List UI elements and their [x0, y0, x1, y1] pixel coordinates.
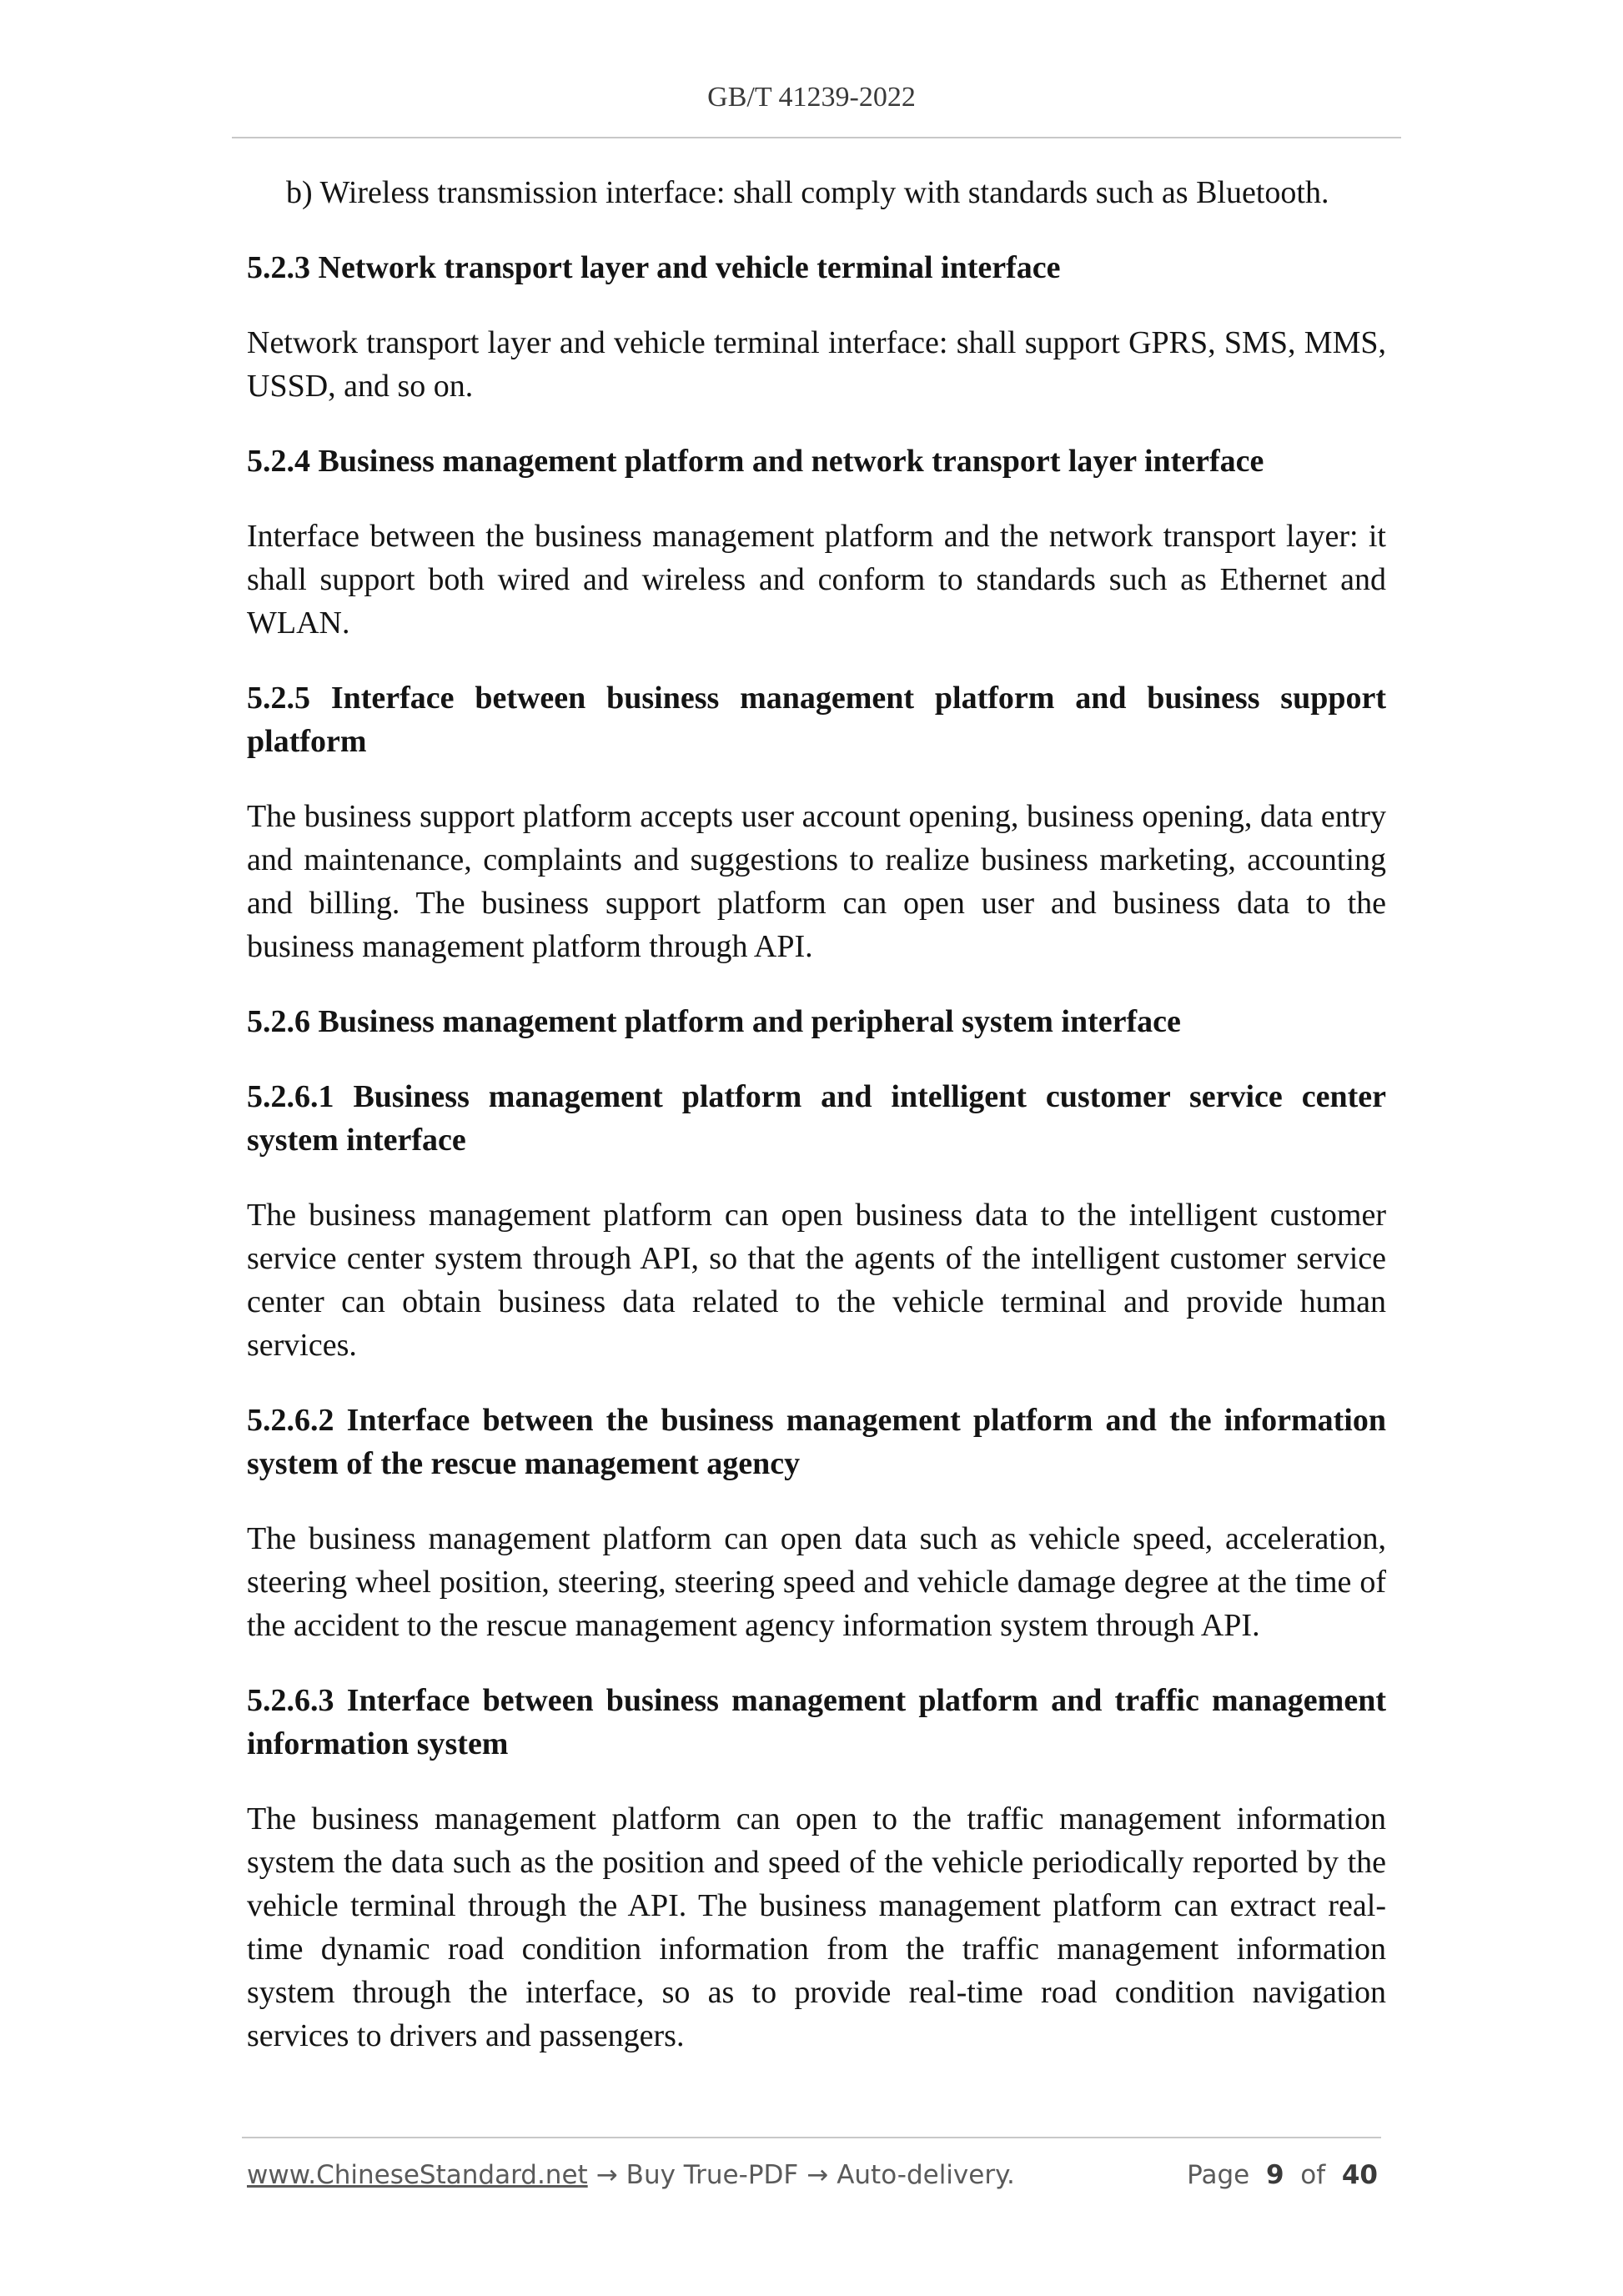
header-divider: [232, 137, 1401, 138]
page-number: 9: [1265, 2160, 1284, 2190]
footer-promo: [247, 2160, 1015, 2190]
buy-true-pdf-text: Buy True-PDF: [626, 2160, 799, 2190]
paragraph-5-2-4: Interface between the business management platform and the network transport layer: it shall support both wired and wireless and conform to standards such as Ethernet and WLAN.: [247, 519, 1386, 641]
paragraph-5-2-5: The business support platform accepts user account opening, business opening, data entry and maintenance, complaints and suggestions to realize business marketing, accounting and billing. The business support platform can open user and business data to the business management platform through API.: [247, 799, 1386, 964]
page-total: 40: [1341, 2160, 1378, 2190]
page-indicator: [1187, 2160, 1378, 2190]
paragraph-5-2-6-2: The business management platform can open data such as vehicle speed, acceleration, steering wheel position, steering, steering speed and vehicle damage degree at the time of the accident to the rescue management agency information system through API.: [247, 1521, 1386, 1643]
of-label: of: [1300, 2160, 1326, 2190]
section-heading-5-2-6-3: 5.2.6.3 Interface between business management platform and traffic management information system: [247, 1683, 1386, 1761]
paragraph-5-2-6-3: The business management platform can open to the traffic management information system the data such as the position and speed of the vehicle periodically reported by the vehicle terminal through the API. The business management platform can extract real-time dynamic road condition information from the traffic management information system through the interface, so as to provide real-time road condition navigation services to drivers and passengers.: [247, 1801, 1386, 2053]
arrow-right-icon: →: [806, 2160, 829, 2190]
section-heading-5-2-5: 5.2.5 Interface between business management platform and business support platform: [247, 681, 1386, 759]
page-footer: [247, 2160, 1381, 2197]
paragraph-5-2-3: Network transport layer and vehicle terminal interface: shall support GPRS, SMS, MMS, USSD, and so on.: [247, 325, 1386, 404]
section-heading-5-2-3: 5.2.3 Network transport layer and vehicle terminal interface: [247, 250, 1061, 285]
document-body: [247, 171, 1386, 2089]
paragraph-5-2-6-1: The business management platform can open business data to the intelligent customer service center system through API, so that the agents of the intelligent customer service center can obtain business data related to the vehicle terminal and provide human services.: [247, 1198, 1386, 1363]
footer-divider: [242, 2137, 1381, 2138]
section-heading-5-2-6-2: 5.2.6.2 Interface between the business management platform and the information system of the rescue management agency: [247, 1403, 1386, 1481]
document-header-code: GB/T 41239-2022: [707, 82, 916, 113]
section-heading-5-2-4: 5.2.4 Business management platform and network transport layer interface: [247, 444, 1264, 479]
section-heading-5-2-6: 5.2.6 Business management platform and peripheral system interface: [247, 1004, 1181, 1039]
arrow-right-icon: →: [595, 2160, 618, 2190]
section-heading-5-2-6-1: 5.2.6.1 Business management platform and intelligent customer service center system interface: [247, 1079, 1386, 1158]
list-item-wireless-interface: b) Wireless transmission interface: shall comply with standards such as Bluetooth.: [286, 175, 1329, 210]
page-label: Page: [1187, 2160, 1250, 2190]
auto-delivery-text: Auto-delivery.: [837, 2160, 1015, 2190]
site-link[interactable]: www.ChineseStandard.net: [247, 2160, 588, 2190]
